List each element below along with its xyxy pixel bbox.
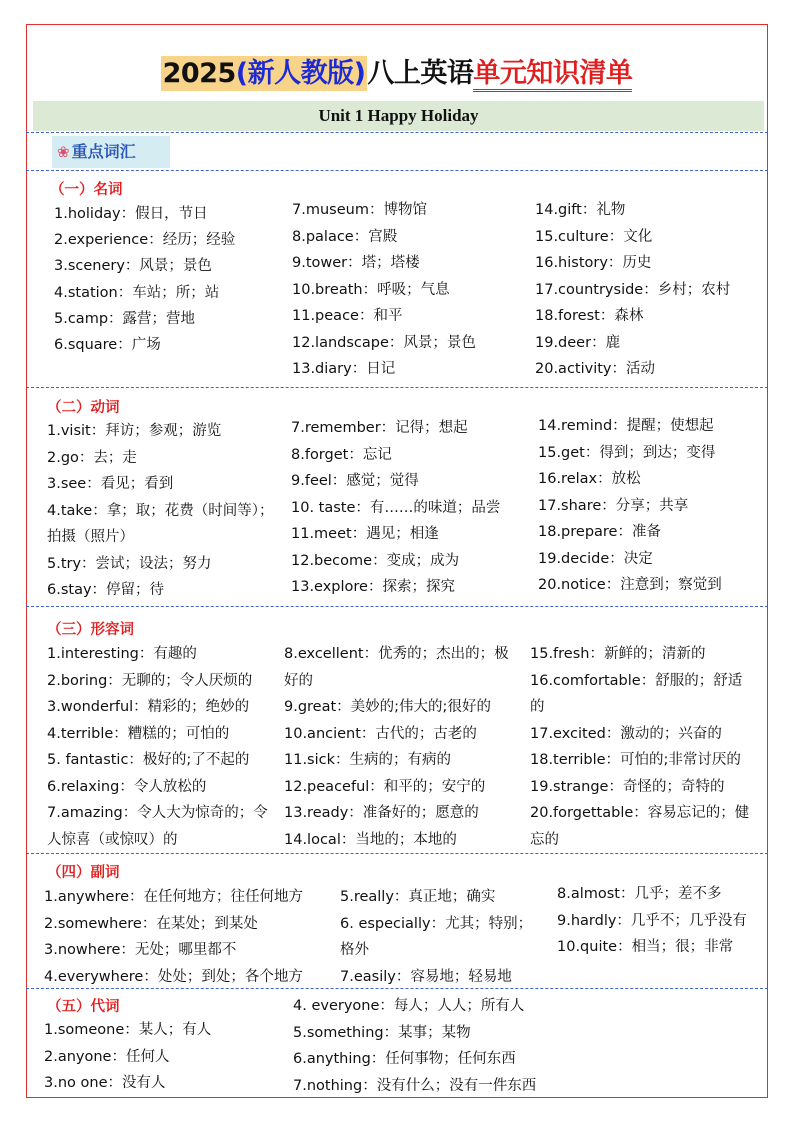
list-item: 19.decide：决定 [538,550,653,567]
list-item: 20.notice：注意到；察觉到 [538,577,722,593]
divider [26,387,768,388]
divider [26,853,768,854]
divider [26,170,768,171]
list-item: 15.get：得到；到达；变得 [538,444,716,461]
list-item: 3.no one：没有人 [44,1075,166,1091]
list-item: 17.share：分享；共享 [538,497,689,514]
list-item: 14.gift：礼物 [535,202,626,218]
list-item: 18.terrible：可怕的;非常讨厌的 [530,752,741,768]
list-item: 3.wonderful：精彩的；绝妙的 [47,699,250,715]
list-item: 8.almost：几乎；差不多 [557,886,722,902]
section-heading [52,136,170,168]
list-item: 1.holiday：假日，节日 [54,206,208,222]
list-item: 8.forget：忘记 [291,446,392,463]
title-highlight: 单元知识清单 [473,58,632,92]
list-item: 7.museum：博物馆 [292,202,427,218]
list-item: 7.amazing：令人大为惊奇的；令人惊喜（或惊叹）的 [47,805,268,848]
list-item: 20.forgettable：容易忘记的；健忘的 [530,805,750,848]
adverbs-col-3 [557,881,747,961]
category-nouns: （一）名词 [50,182,123,198]
list-item: 8.palace：宫殿 [292,228,398,245]
list-item: 1.visit：拜访；参观；游览 [47,423,222,439]
list-item: 16.comfortable：舒服的；舒适的 [530,672,743,715]
list-item: 12.peaceful：和平的；安宁的 [284,778,486,795]
list-item: 15.culture：文化 [535,228,653,245]
list-item: 7.remember：记得；想起 [291,420,468,436]
category-verbs: （二）动词 [47,400,120,416]
title-block [0,54,793,94]
list-item: 14.local：当地的；本地的 [284,831,457,848]
list-item: 8.excellent：优秀的；杰出的；极好的 [284,646,509,689]
pronouns-col-2 [293,993,536,1099]
list-item: 5.really：真正地；确实 [340,889,496,905]
list-item: 5. fantastic：极好的;了不起的 [47,752,250,768]
verbs-col-3 [538,413,722,599]
adverbs-col-1 [44,884,303,990]
list-item: 6. especially：尤其；特别；格外 [340,915,533,958]
nouns-col-2 [292,197,476,383]
list-item: 10.breath：呼吸；气息 [292,281,450,298]
list-item: 2.experience：经历；经验 [54,232,236,249]
list-item: 6.square：广场 [54,337,161,354]
list-item: 11.peace：和平 [292,308,403,324]
list-item: 17.countryside：乡村；农村 [535,281,731,298]
adverbs-col-2 [340,884,546,990]
list-item: 17.excited：激动的；兴奋的 [530,725,722,742]
list-item: 12.become：变成；成为 [291,552,460,569]
list-item: 15.fresh：新鲜的；清新的 [530,646,706,662]
category-adjectives: （三）形容词 [47,622,134,638]
list-item: 9.tower：塔；塔楼 [292,255,420,271]
list-item: 13.explore：探索；探究 [291,579,455,595]
list-item: 9.hardly：几乎不；几乎没有 [557,912,747,929]
list-item: 9.feel：感觉；觉得 [291,473,419,489]
list-item: 1.someone：某人；有人 [44,1022,212,1038]
list-item: 5.camp：露营；营地 [54,310,196,327]
list-item: 3.see：看见；看到 [47,476,174,492]
list-item: 16.history：历史 [535,255,652,271]
list-item: 3.nowhere：无处；哪里都不 [44,942,237,958]
list-item: 2.boring：无聊的；令人厌烦的 [47,672,253,689]
list-item: 6.relaxing：令人放松的 [47,778,207,795]
list-item: 14.remind：提醒；使想起 [538,418,714,434]
list-item: 7.easily：容易地；轻易地 [340,968,512,985]
title-subject: 八上英语 [367,58,474,89]
list-item: 1.interesting：有趣的 [47,646,197,662]
adjectives-col-1 [47,641,271,853]
list-item: 2.anyone：任何人 [44,1048,170,1065]
pronouns-col-1 [44,1017,211,1097]
list-item: 12.landscape：风景；景色 [292,334,476,351]
list-item: 18.prepare：准备 [538,524,661,540]
list-item: 5.try：尝试；设法；努力 [47,555,212,572]
divider [26,988,768,989]
list-item: 6.stay：停留；待 [47,582,165,598]
category-pronouns: （五）代词 [47,999,120,1015]
list-item: 4.take：拿；取；花费（时间等）；拍摄（照片） [47,502,274,545]
list-item: 16.relax：放松 [538,471,641,487]
list-item: 2.somewhere：在某处；到某处 [44,915,258,932]
list-item: 9.great：美妙的;伟大的;很好的 [284,699,491,715]
list-item: 19.strange：奇怪的；奇特的 [530,778,725,795]
page-title [161,54,633,94]
list-item: 4.station：车站；所；站 [54,284,220,301]
list-item: 13.diary：日记 [292,361,396,377]
list-item: 11.sick：生病的；有病的 [284,752,452,768]
list-item: 20.activity：活动 [535,361,656,377]
list-item: 4. everyone：每人；人人；所有人 [293,998,525,1014]
divider [26,132,768,133]
list-item: 4.terrible：糟糕的；可怕的 [47,725,230,742]
list-item: 1.anywhere：在任何地方；往任何地方 [44,889,304,905]
list-item: 19.deer：鹿 [535,334,621,351]
list-item: 13.ready：准备好的；愿意的 [284,805,479,821]
list-item: 4.everywhere：处处；到处；各个地方 [44,968,303,985]
verbs-col-2 [291,415,500,601]
nouns-col-3 [535,197,730,383]
verbs-col-1 [47,418,279,604]
flower-icon: ❀ [57,143,70,161]
title-edition: (新人教版) [235,58,366,89]
list-item: 5.something：某事；某物 [293,1024,471,1041]
list-item: 11.meet：遇见；相逢 [291,526,439,542]
category-adverbs: （四）副词 [47,865,120,881]
list-item: 10. taste：有……的味道；品尝 [291,499,501,516]
section-heading-label: 重点词汇 [71,142,136,161]
divider [26,606,768,607]
list-item: 18.forest：森林 [535,308,644,324]
title-year: 2025 [162,58,236,89]
list-item: 6.anything：任何事物；任何东西 [293,1051,516,1067]
adjectives-col-3 [530,641,756,853]
list-item: 10.quite：相当；很；非常 [557,939,734,955]
nouns-col-1 [54,201,235,358]
list-item: 7.nothing：没有什么；没有一件东西 [293,1077,537,1094]
list-item: 2.go：去；走 [47,449,137,466]
list-item: 10.ancient：古代的；古老的 [284,725,477,742]
unit-heading: Unit 1 Happy Holiday [33,101,764,131]
list-item: 3.scenery：风景；景色 [54,258,212,275]
adjectives-col-2 [284,641,512,853]
